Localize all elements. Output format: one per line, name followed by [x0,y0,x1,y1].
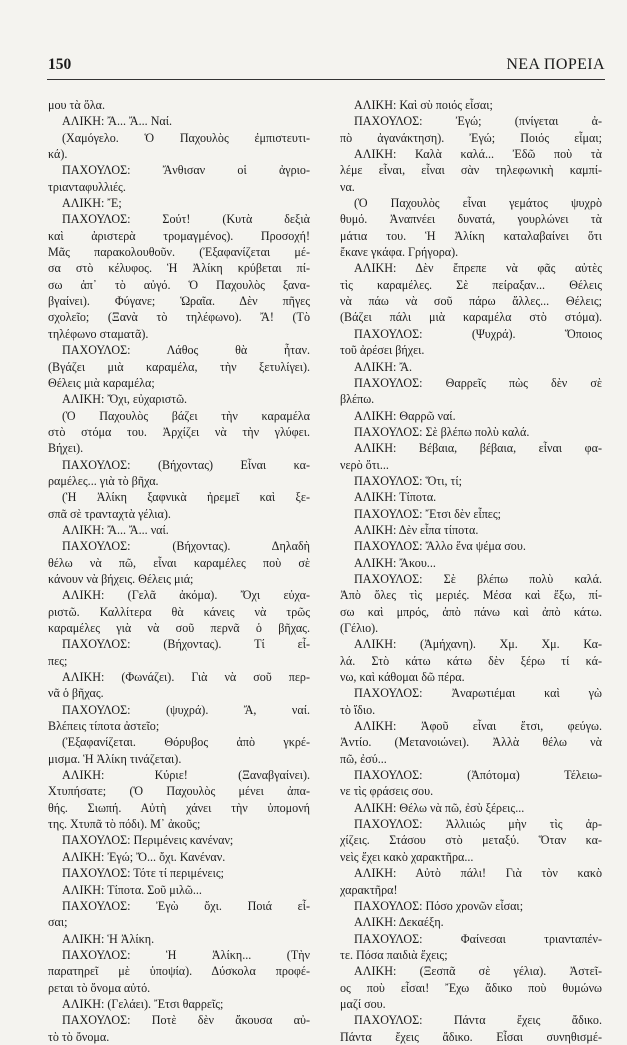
text-line: ΠΑΧΟΥΛΟΣ: Ὅτι, τί; [354,473,463,488]
text-line: ΠΑΧΟΥΛΟΣ: Ἐγὼ ὄχι. Ποιά εἶ- [62,898,310,913]
text-line: (Βγάζει μιὰ καραμέλα, τὴν ξετυλίγει). [48,359,310,374]
text-line: ΑΛΙΚΗ: Ἄ... Ἄ... Ναί. [62,114,173,129]
journal-title: ΝΕΑ ΠΟΡΕΙΑ [506,56,605,73]
text-line: (Ἐξαφανίζεται. Θόρυβος ἀπὸ γκρέ- [62,735,310,750]
header-rule [47,79,605,80]
text-line: ΑΛΙΚΗ: (Φωνάζει). Γιὰ νὰ σοῦ περ- [62,670,310,685]
text-line: ΑΛΙΚΗ: (Γελάει). Ἔτσι θαρρεῖς; [62,996,224,1011]
text-line: καὶ ἀριστερὰ τρομαγμένος). Προσοχή! [48,228,310,243]
text-line: ΠΑΧΟΥΛΟΣ: Φαίνεσαι τριανταπέν- [354,931,602,946]
text-line: ΑΛΙΚΗ: Καὶ σὺ ποιός εἶσαι; [354,98,493,112]
text-line: νὰ πάω νὰ σοῦ πάρω ἄλλες... Θέλεις; [340,294,602,309]
text-line: ΠΑΧΟΥΛΟΣ: (ψυχρά). Ἄ, ναί. [62,702,310,717]
text-line: πὸ ἀγανάκτηση). Ἐγώ; Ποιός εἶμαι; [340,130,602,145]
text-line: ΠΑΧΟΥΛΟΣ: Ἀλλιιώς μὴν τὶς ἀρ- [354,817,602,832]
text-line: θέλω νὰ πῶ, εἶναι καραμέλες ποὺ σὲ [48,555,310,570]
text-line: σχολεῖο; (Ξανὰ τὸ τηλέφωνο). Ἄ! (Τὸ [48,310,310,325]
text-line: ΑΛΙΚΗ: (Ἀμήχανη). Χμ. Χμ. Κα- [354,637,602,652]
text-line: σπᾶ σὲ τρανταχτὰ γέλια). [48,506,171,521]
text-line: Χτυπήσατε; (Ὁ Παχουλὸς μένει ἀπα- [48,784,310,799]
text-line: μισμα. Ἡ Ἀλίκη τινάζεται). [48,751,182,766]
text-line: ΑΛΙΚΗ: Ἀφοῦ εἶναι ἔτσι, φεύγω. [354,719,602,734]
text-line: πῶ, ἐσύ... [340,751,387,766]
text-line: (Γέλιο). [340,621,379,635]
text-line: ΠΑΧΟΥΛΟΣ: (Βήχοντας). Τί εἶ- [62,637,310,652]
text-line: Μᾶς παρακολουθοῦν. (Ἐξαφανίζεται μέ- [48,245,310,260]
text-line: βγαίνει). Φύγανε; Ὡραῖα. Δὲν πῆγες [48,294,310,309]
text-line: ΠΑΧΟΥΛΟΣ: Σὲ βλέπω πολὺ καλά. [354,571,602,586]
text-line: ἔκανε γκάφα. Γρήγορα). [340,245,459,260]
text-line: παρατηρεῖ μὲ ὑποψία). Δύσκολα προφέ- [48,964,310,979]
text-line: Πάντα ἔχεις ἄδικο. Εἶσαι συνηθισμέ- [340,1029,602,1044]
text-line: ραμέλες... γιὰ τὸ βῆχα. [48,473,159,488]
page-number: 150 [48,56,72,73]
text-line: ΑΛΙΚΗ: Δὲν εἶπα τίποτα. [354,522,479,537]
text-line: ΠΑΧΟΥΛΟΣ: Πόσο χρονῶν εἶσαι; [354,898,524,913]
text-line: Ἀντίο. (Μετανοιώνει). Ἀλλὰ θέλω νὰ [340,735,602,750]
text-line: σω ἀπ᾿ τὸ αὐγό. Ὁ Παχουλὸς ξανα- [48,277,310,292]
text-line: θυμό. Ἀναπνέει δυνατά, γουρλώνει τὰ [340,212,602,227]
running-header [48,56,605,76]
text-line: ΑΛΙΚΗ: Θέλω νὰ πῶ, ἐσὺ ξέρεις... [354,800,525,815]
text-line: (Ἡ Ἀλίκη ξαφνικὰ ἠρεμεῖ καὶ ξε- [62,490,310,505]
text-line: τοῦ ἀρέσει βήχει. [340,343,425,358]
text-line: ΑΛΙΚΗ: (Ξεσπᾶ σὲ γέλια). Ἀστεῖ- [354,964,602,979]
text-line: λέμε εἶναι, εἶναι σὰν τηλεφωνικὴ καμπί- [340,163,602,178]
text-line: ρεται τὸ ὄνομα αὐτό. [48,980,151,995]
text-line: ΑΛΙΚΗ: Δὲν ἔπρεπε νὰ φᾶς αὐτὲς [354,261,602,276]
text-line: νε τὶς φράσεις σου. [340,784,434,799]
text-line: τὶς καραμέλες. Σὲ πείραξαν... Θέλεις [340,277,602,292]
text-line: να. [340,179,355,194]
text-line: ΑΛΙΚΗ: Δεκαέξη. [354,915,444,930]
text-line: σαι; [48,915,68,930]
text-line: τὸ τὸ ὄνομα. [48,1029,110,1044]
text-line: (Χαμόγελο. Ὁ Παχουλὸς ἐμπιστευτι- [62,130,310,145]
text-line: ΠΑΧΟΥΛΟΣ: Ποτὲ δὲν ἄκουσα αὐ- [62,1013,310,1028]
text-line: (Βάζει πάλι μιὰ καραμέλα στὸ στόμα). [340,310,602,325]
text-line: ΠΑΧΟΥΛΟΣ: Θαρρεῖς πὼς δὲν σὲ [354,375,602,390]
text-line: τριανταφυλλιές. [48,179,126,194]
text-line: νεὶς ἔχει κακὸ χαρακτῆρα... [340,849,474,864]
text-line: ριστῶ. Καλλίτερα θὰ κάνεις νὰ τρῶς [48,604,310,619]
text-line: Βλέπεις τίποτα ἀστεῖο; [48,719,160,734]
text-line: της. Χτυπᾶ τὸ πόδι). Μ᾿ ἀκοῦς; [48,817,201,832]
text-line: ΑΛΙΚΗ: Ἄκου... [354,555,436,570]
text-line: ΑΛΙΚΗ: Αὐτὸ πάλι! Γιὰ τὸν κακὸ [354,866,602,881]
text-line: βλέπω. [340,392,375,407]
text-line: ΑΛΙΚΗ: Ἡ Ἀλίκη. [62,931,155,946]
text-line: Ἀπὸ ὅλες τὶς μεριές. Μέσα καὶ ἔξω, πί- [340,588,602,603]
text-line: ΑΛΙΚΗ: Τίποτα. Σοῦ μιλῶ... [62,882,202,897]
text-line: ΑΛΙΚΗ: Βέβαια, βέβαια, εἶναι φα- [354,441,602,456]
text-line: ΑΛΙΚΗ: Ὄχι, εὐχαριστῶ. [62,392,188,407]
text-line: ΑΛΙΚΗ: Καλὰ καλά... Ἐδῶ ποὺ τὰ [354,147,602,162]
text-line: σα στὸ κέλυφος. Ἡ Ἀλίκη κρύβεται πί- [48,261,310,276]
text-line: ΠΑΧΟΥΛΟΣ: (Βήχοντας) Εἶναι κα- [62,457,310,472]
text-line: ΠΑΧΟΥΛΟΣ: Σὲ βλέπω πολὺ καλά. [354,424,530,439]
text-line: ΑΛΙΚΗ: Ἔ; [62,196,122,211]
text-line: καραμέλες γιὰ νὰ σοῦ περνᾶ ὁ βῆχας. [48,621,310,635]
text-line: νω, καὶ κάθομαι δῶ πέρα. [340,670,465,685]
text-line: ΠΑΧΟΥΛΟΣ: Τότε τί περιμένεις; [62,866,224,881]
text-line: νᾶ ὁ βῆχας. [48,686,104,701]
text-line: μου τὰ ὅλα. [48,98,106,112]
text-line: χαρακτῆρα! [340,882,398,897]
text-line: ΠΑΧΟΥΛΟΣ: Ἄλλο ἕνα ψέμα σου. [354,539,526,554]
text-line: ΑΛΙΚΗ: Ἐγώ; Ὄ... ὄχι. Κανέναν. [62,849,226,864]
text-line: ΠΑΧΟΥΛΟΣ: Ἡ Ἀλίκη... (Τὴν [62,947,310,962]
text-line: χίζεις. Στάσου στὸ μεταξύ. Ὅταν κα- [340,833,602,848]
text-line: Βήχει). [48,441,84,456]
text-line: μαζί σου. [340,996,386,1011]
text-line: πες; [48,653,68,668]
text-line: ΠΑΧΟΥΛΟΣ: Λάθος θὰ ἦταν. [62,343,310,358]
text-line: ΑΛΙΚΗ: Τίποτα. [354,490,437,505]
text-line: τὸ ἴδιο. [340,702,376,717]
text-line: ΑΛΙΚΗ: Θαρρῶ ναί. [354,408,456,423]
text-line: μάτια του. Ἡ Ἀλίκη καταλαβαίνει ὅτι [340,228,602,243]
text-line: ΠΑΧΟΥΛΟΣ: (Ἀπότομα) Τέλειω- [354,768,602,783]
text-line: κά). [48,147,68,162]
text-line: ΑΛΙΚΗ: Ἄ... Ἄ... ναί. [62,522,169,537]
text-line: ΑΛΙΚΗ: Ἄ. [354,359,412,374]
text-line: ΠΑΧΟΥΛΟΣ: Περιμένεις κανέναν; [62,833,234,848]
text-line: τηλέφωνο σταματᾶ). [48,326,149,341]
right-text-column [340,97,602,1045]
text-line: ΑΛΙΚΗ: (Γελᾶ ἀκόμα). Ὄχι εὐχα- [62,588,310,603]
text-line: ΠΑΧΟΥΛΟΣ: (Ψυχρά). Ὅποιος [354,326,602,341]
text-line: κάνουν νὰ βήχεις. Θέλεις μιά; [48,571,194,586]
text-line: ΠΑΧΟΥΛΟΣ: Ἐγώ; (πνίγεται ἀ- [354,114,602,129]
text-line: ος ποὺ εἶσαι! Ἔχω ἄδικο ποὺ θυμώνω [340,980,602,995]
text-line: (Ὁ Παχουλὸς βάζει τὴν καραμέλα [62,408,310,423]
text-line: νερὸ ὅτι... [340,457,389,472]
text-line: (Ὁ Παχουλὸς εἶναι γεμάτος ψυχρὸ [354,196,602,211]
text-line: σω καὶ μπρός, ἀπὸ πάνω καὶ ἀπὸ κάτω. [340,604,602,619]
text-line: θής. Σιωπή. Αὐτὴ χάνει τὴν ὑπομονή [48,800,310,815]
text-line: ΠΑΧΟΥΛΟΣ: Πάντα ἔχεις ἄδικο. [354,1013,602,1028]
text-line: λά. Στὸ κάτω κάτω δὲν ξέρω τί κά- [340,653,602,668]
text-line: ΠΑΧΟΥΛΟΣ: (Βήχοντας). Δηλαδὴ [62,539,310,554]
left-text-column [48,97,310,1045]
text-line: τε. Πόσα παιδιὰ ἔχεις; [340,947,448,962]
text-line: ΠΑΧΟΥΛΟΣ: Ἄνθισαν οἱ ἀγριο- [62,163,310,178]
text-line: ΠΑΧΟΥΛΟΣ: Ἔτσι δὲν εἶπες; [354,506,502,521]
text-line: ΑΛΙΚΗ: Κύριε! (Ξαναβγαίνει). [62,768,310,783]
text-line: στὸ στόμα του. Ἀρχίζει νὰ τὴν γλύφει. [48,424,310,439]
text-line: Θέλεις μιὰ καραμέλα; [48,375,155,390]
text-line: ΠΑΧΟΥΛΟΣ: Σούτ! (Κυτὰ δεξιὰ [62,212,310,227]
text-line: ΠΑΧΟΥΛΟΣ: Ἀναρωτιέμαι καὶ γὼ [354,686,602,701]
